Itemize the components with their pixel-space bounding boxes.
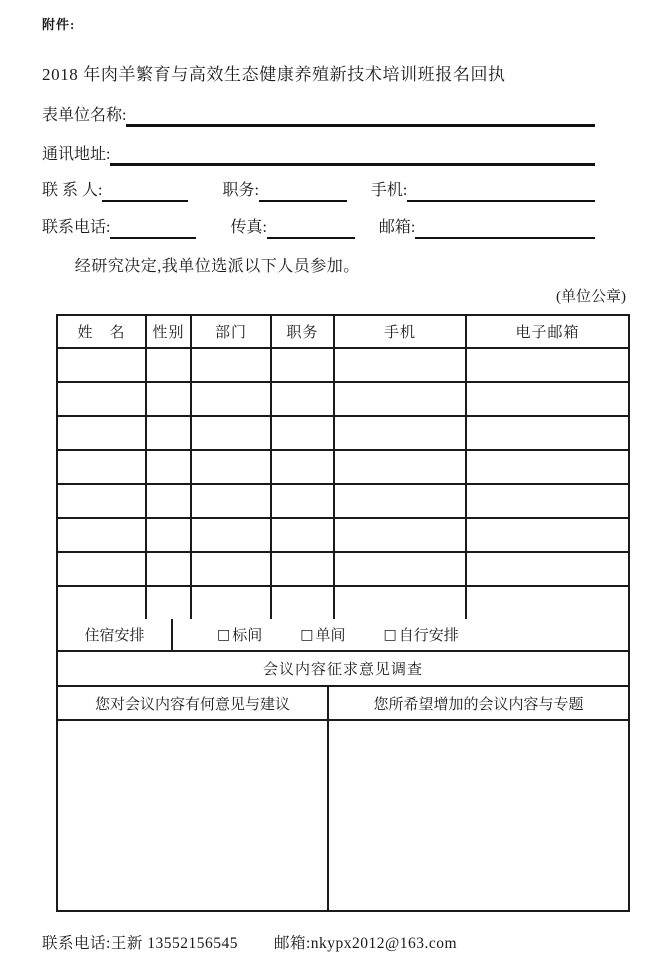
empty-cell [335,451,467,483]
empty-cell [58,519,147,551]
option-single-room [300,624,345,645]
header-mobile: 手机 [335,316,467,347]
empty-cell [58,553,147,585]
option-self-arranged [384,624,459,645]
participant-empty-row [58,485,628,519]
empty-cell [272,417,335,449]
duty-label: 职务: [222,182,259,199]
unit-name-label: 表单位名称: [42,107,127,124]
accommodation-options [173,619,628,650]
participant-empty-row [58,553,628,587]
contact-person-blank-line [102,177,188,202]
attachment-label: 附件: [42,17,76,32]
decision-statement: 经研究决定,我单位选派以下人员参加。 [74,258,360,275]
duty-blank-line [259,177,347,202]
form-fields [42,101,595,239]
survey-right-header: 您所希望增加的会议内容与专题 [373,696,584,713]
survey-header-row [58,687,628,721]
survey-right-answer-area [329,721,628,910]
empty-cell [192,349,272,381]
option-label: 单间 [315,628,346,644]
contact-person-label: 联 系 人: [42,182,103,199]
option-label: 自行安排 [398,628,459,644]
empty-cell [272,349,335,381]
empty-cell [467,451,628,483]
empty-cell [58,417,147,449]
checkbox-icon: □ [217,626,231,643]
empty-cell [58,451,147,483]
contact-row [42,177,595,202]
mobile-label: 手机: [370,182,408,199]
empty-cell [147,485,192,517]
address-row [42,140,595,166]
empty-cell [192,417,272,449]
empty-cell [272,383,335,415]
empty-cell [335,519,467,551]
header-duty: 职务 [272,316,335,347]
unit-name-blank-line [126,101,595,127]
empty-cell [192,553,272,585]
empty-cell [272,519,335,551]
fax-blank-line [267,214,355,239]
empty-cell [335,587,467,619]
empty-cell [147,383,192,415]
empty-cell [58,485,147,517]
phone-row [42,214,595,239]
empty-cell [335,485,467,517]
empty-cell [467,485,628,517]
phone-blank-line [110,214,196,239]
participants-table [56,314,630,912]
empty-cell [147,451,192,483]
empty-cell [147,519,192,551]
survey-title: 会议内容征求意见调查 [262,662,423,678]
empty-cell [335,553,467,585]
empty-cell [272,553,335,585]
phone-label: 联系电话: [42,219,111,236]
empty-cell [335,349,467,381]
header-sex: 性别 [147,316,192,347]
table-header-row [58,316,628,349]
empty-cell [192,451,272,483]
document-title: 2018 年肉羊繁育与高效生态健康养殖新技术培训班报名回执 [42,65,506,84]
participant-empty-row [58,519,628,553]
empty-cell [467,587,628,619]
address-label: 通讯地址: [42,146,111,163]
contact-footer [42,931,630,953]
footer-phone-label: 联系电话: [42,935,111,952]
header-name: 姓 名 [58,316,147,347]
survey-left-header: 您对会议内容有何意见与建议 [58,687,329,719]
empty-cell [147,349,192,381]
empty-cell [467,519,628,551]
participant-empty-row [58,451,628,485]
seal-note: (单位公章) [556,289,626,305]
accommodation-row [58,619,628,652]
option-label: 标间 [232,628,263,644]
participant-empty-row [58,587,628,619]
survey-left-answer-area [58,721,329,910]
email-blank-line [415,214,595,239]
empty-cell [467,383,628,415]
table-empty-rows [58,349,628,619]
empty-cell [192,519,272,551]
empty-cell [147,417,192,449]
empty-cell [192,383,272,415]
mobile-blank-line [407,177,595,202]
fax-label: 传真: [230,219,267,236]
unit-name-row [42,101,595,127]
footer-email-label: 邮箱: [273,935,311,952]
empty-cell [272,485,335,517]
empty-cell [467,349,628,381]
survey-title-row [58,652,628,687]
address-blank-line [110,140,595,166]
empty-cell [335,383,467,415]
empty-cell [467,553,628,585]
empty-cell [147,553,192,585]
empty-cell [58,349,147,381]
header-department: 部门 [192,316,272,347]
header-email: 电子邮箱 [515,325,580,341]
empty-cell [58,587,147,619]
participant-empty-row [58,417,628,451]
footer-email-value: nkypx2012@163.com [310,935,458,952]
survey-body-row [58,721,628,910]
empty-cell [272,451,335,483]
email-label: 邮箱: [378,219,416,236]
empty-cell [147,587,192,619]
checkbox-icon: □ [300,626,314,643]
empty-cell [335,417,467,449]
participant-empty-row [58,383,628,417]
option-standard-room [217,624,262,645]
accommodation-label: 住宿安排 [58,619,173,650]
empty-cell [272,587,335,619]
participant-empty-row [58,349,628,383]
empty-cell [192,485,272,517]
checkbox-icon: □ [383,626,397,643]
footer-phone-value: 王新 13552156545 [110,935,238,952]
empty-cell [192,587,272,619]
empty-cell [467,417,628,449]
empty-cell [58,383,147,415]
